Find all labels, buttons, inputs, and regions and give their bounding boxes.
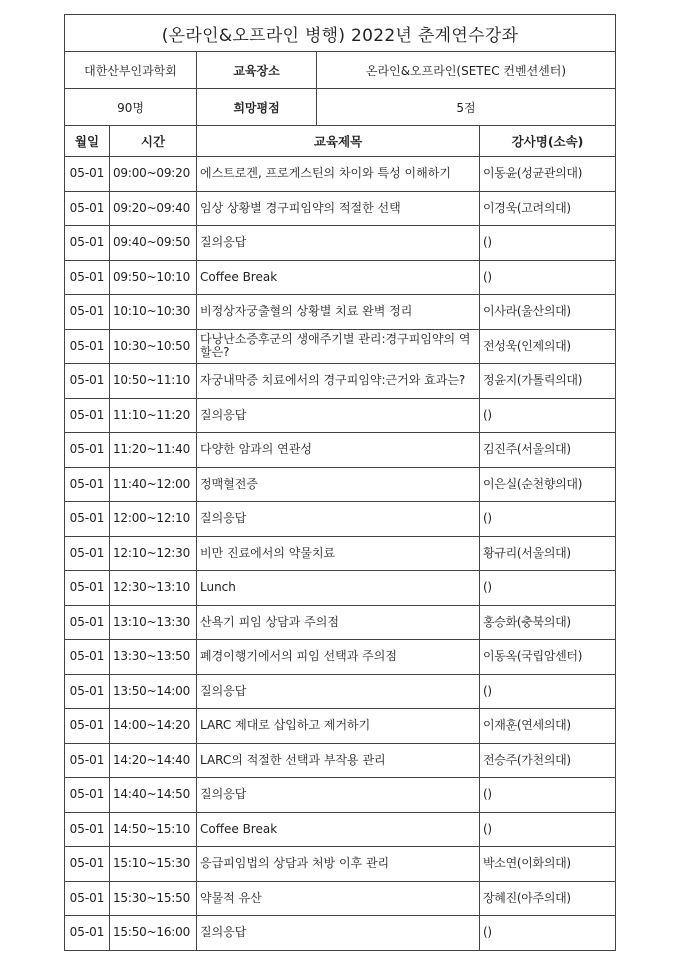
row-date: 05-01 (65, 364, 110, 399)
table-row (65, 157, 616, 192)
organizer: 대한산부인과학회 (65, 52, 197, 89)
row-topic: 응급피임법의 상담과 처방 이후 관리 (197, 847, 480, 882)
venue-value: 온라인&오프라인(SETEC 컨벤션센터) (365, 63, 567, 78)
row-speaker: 이동옥(국립암센터) (480, 640, 616, 675)
row-speaker: 황규리(서울의대) (480, 536, 616, 571)
table-row (65, 571, 616, 606)
row-time: 13:30~13:50 (110, 640, 197, 675)
row-speaker: () (480, 778, 616, 813)
table-row (65, 398, 616, 433)
capacity: 90명 (65, 89, 197, 126)
info-row-capacity (65, 89, 616, 126)
table-row (65, 778, 616, 813)
row-time: 10:30~10:50 (110, 329, 197, 364)
row-time: 13:50~14:00 (110, 674, 197, 709)
table-row (65, 743, 616, 778)
row-time: 15:50~16:00 (110, 916, 197, 951)
header-topic: 교육제목 (197, 126, 480, 157)
venue-label: 교육장소 (197, 52, 317, 88)
table-row (65, 881, 616, 916)
row-topic: 비정상자궁출혈의 상황별 치료 완벽 정리 (197, 295, 480, 330)
row-topic: 비만 진료에서의 약물치료 (197, 536, 480, 571)
table-row (65, 640, 616, 675)
row-topic: Lunch (197, 571, 480, 606)
row-date: 05-01 (65, 536, 110, 571)
row-speaker: () (480, 398, 616, 433)
row-speaker: 이은실(순천향의대) (480, 467, 616, 502)
row-date: 05-01 (65, 812, 110, 847)
table-row (65, 433, 616, 468)
score-group (197, 89, 616, 126)
page-title: (온라인&오프라인 병행) 2022년 춘계연수강좌 (65, 15, 616, 52)
row-date: 05-01 (65, 743, 110, 778)
row-date: 05-01 (65, 778, 110, 813)
row-date: 05-01 (65, 329, 110, 364)
row-time: 09:50~10:10 (110, 260, 197, 295)
row-time: 10:10~10:30 (110, 295, 197, 330)
row-speaker: 이재훈(연세의대) (480, 709, 616, 744)
header-date: 월일 (65, 126, 110, 157)
row-topic: 질의응답 (197, 502, 480, 537)
row-time: 09:40~09:50 (110, 226, 197, 261)
row-time: 12:00~12:10 (110, 502, 197, 537)
table-row (65, 812, 616, 847)
row-speaker: 전승주(가천의대) (480, 743, 616, 778)
row-topic: 질의응답 (197, 398, 480, 433)
row-date: 05-01 (65, 881, 110, 916)
row-date: 05-01 (65, 157, 110, 192)
row-date: 05-01 (65, 709, 110, 744)
row-speaker: () (480, 226, 616, 261)
schedule-table (64, 14, 616, 951)
row-speaker: 전성욱(인제의대) (480, 329, 616, 364)
row-date: 05-01 (65, 260, 110, 295)
row-date: 05-01 (65, 398, 110, 433)
row-time: 09:20~09:40 (110, 191, 197, 226)
row-speaker: 이동윤(성균관의대) (480, 157, 616, 192)
row-topic: 산욕기 피임 상담과 주의점 (197, 605, 480, 640)
row-time: 11:10~11:20 (110, 398, 197, 433)
row-speaker: 김진주(서울의대) (480, 433, 616, 468)
table-row (65, 709, 616, 744)
table-row (65, 674, 616, 709)
header-speaker: 강사명(소속) (480, 126, 616, 157)
row-speaker: 이사라(울산의대) (480, 295, 616, 330)
row-time: 11:20~11:40 (110, 433, 197, 468)
header-time: 시간 (110, 126, 197, 157)
row-topic: 다낭난소증후군의 생애주기별 관리:경구피임약의 역할은? (197, 329, 480, 364)
row-topic: Coffee Break (197, 812, 480, 847)
row-speaker: () (480, 916, 616, 951)
table-row (65, 191, 616, 226)
row-topic: 다양한 암과의 연관성 (197, 433, 480, 468)
row-date: 05-01 (65, 295, 110, 330)
row-speaker: () (480, 812, 616, 847)
row-topic: LARC의 적절한 선택과 부작용 관리 (197, 743, 480, 778)
row-date: 05-01 (65, 605, 110, 640)
row-topic: Coffee Break (197, 260, 480, 295)
table-row (65, 226, 616, 261)
row-time: 14:50~15:10 (110, 812, 197, 847)
row-date: 05-01 (65, 467, 110, 502)
row-topic: 폐경이행기에서의 피임 선택과 주의점 (197, 640, 480, 675)
row-topic: 약물적 유산 (197, 881, 480, 916)
row-speaker: 정윤지(가톨릭의대) (480, 364, 616, 399)
row-time: 12:30~13:10 (110, 571, 197, 606)
row-time: 15:30~15:50 (110, 881, 197, 916)
table-row (65, 536, 616, 571)
row-date: 05-01 (65, 502, 110, 537)
row-time: 12:10~12:30 (110, 536, 197, 571)
row-speaker: () (480, 674, 616, 709)
score-label: 희망평점 (197, 89, 317, 125)
row-topic: 자궁내막증 치료에서의 경구피임약:근거와 효과는? (197, 364, 480, 399)
row-topic: 질의응답 (197, 226, 480, 261)
row-time: 14:20~14:40 (110, 743, 197, 778)
table-row (65, 605, 616, 640)
row-time: 09:00~09:20 (110, 157, 197, 192)
table-row (65, 260, 616, 295)
row-speaker: 장혜진(아주의대) (480, 881, 616, 916)
row-time: 13:10~13:30 (110, 605, 197, 640)
row-topic: 정맥혈전증 (197, 467, 480, 502)
row-time: 14:40~14:50 (110, 778, 197, 813)
course-schedule-sheet (64, 14, 615, 951)
row-topic: 임상 상황별 경구피임약의 적절한 선택 (197, 191, 480, 226)
row-date: 05-01 (65, 916, 110, 951)
table-row (65, 916, 616, 951)
row-speaker: 이경욱(고려의대) (480, 191, 616, 226)
row-date: 05-01 (65, 640, 110, 675)
title-row (65, 15, 616, 52)
table-row (65, 467, 616, 502)
row-speaker: 박소연(이화의대) (480, 847, 616, 882)
table-row (65, 364, 616, 399)
row-time: 10:50~11:10 (110, 364, 197, 399)
row-time: 15:10~15:30 (110, 847, 197, 882)
row-topic: 에스트로겐, 프로게스틴의 차이와 특성 이해하기 (197, 157, 480, 192)
row-topic: 질의응답 (197, 778, 480, 813)
column-header-row (65, 126, 616, 157)
row-date: 05-01 (65, 674, 110, 709)
table-row (65, 295, 616, 330)
table-row (65, 329, 616, 364)
row-speaker: () (480, 260, 616, 295)
row-date: 05-01 (65, 571, 110, 606)
venue-group (197, 52, 616, 89)
row-date: 05-01 (65, 191, 110, 226)
score-value: 5점 (456, 100, 476, 115)
row-date: 05-01 (65, 847, 110, 882)
row-date: 05-01 (65, 433, 110, 468)
row-topic: 질의응답 (197, 916, 480, 951)
row-speaker: () (480, 571, 616, 606)
row-date: 05-01 (65, 226, 110, 261)
row-speaker: 홍승화(충북의대) (480, 605, 616, 640)
info-row-venue (65, 52, 616, 89)
row-time: 11:40~12:00 (110, 467, 197, 502)
table-row (65, 502, 616, 537)
row-topic: LARC 제대로 삽입하고 제거하기 (197, 709, 480, 744)
row-topic: 질의응답 (197, 674, 480, 709)
table-row (65, 847, 616, 882)
row-time: 14:00~14:20 (110, 709, 197, 744)
row-speaker: () (480, 502, 616, 537)
